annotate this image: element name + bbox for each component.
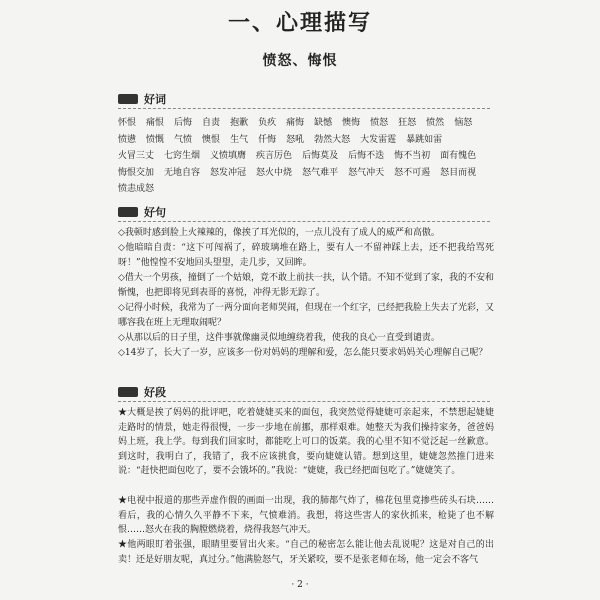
- word-item: 疾言厉色: [256, 151, 293, 161]
- word-item: 七窍生烟: [164, 151, 201, 161]
- section-divider: [118, 108, 490, 109]
- section-divider: [118, 401, 490, 402]
- words-section-label: 好词: [144, 93, 166, 106]
- sentence-item: ◇他暗暗自责：“这下可闯祸了，碎玻璃堆在路上，要有人一不留神踩上去，还不把我给骂死呀！”他惶惶不安地回头望望，走几步，又回眸。: [118, 243, 494, 268]
- sentences-section-header: [118, 205, 166, 219]
- section-marker-icon: [118, 387, 138, 397]
- word-item: 愤然: [426, 118, 445, 128]
- word-item: 恼怒: [454, 118, 473, 128]
- word-item: 面有愧色: [440, 151, 477, 161]
- word-item: 悔恨交加: [118, 167, 155, 178]
- sentence-item: ◇记得小时候，我常为了一两分面向老师哭闹，但现在一个红字，已经把我脸上失去了光彩，又哪容我在班上无理取闹呢？: [118, 303, 494, 328]
- section-marker-icon: [118, 207, 138, 217]
- word-item: 愤懑: [118, 134, 137, 145]
- section-marker-icon: [118, 94, 138, 104]
- sentence-item: ◇我顿时感到脸上火辣辣的，像挨了耳光似的，一点儿没有了成人的威严和高傲。: [118, 228, 440, 238]
- word-item: 怒气难平: [302, 167, 339, 178]
- sentence-item: ◇从那以后的日子里，这件事就像幽灵似地缠绕着我，使我的良心一直受到谴责。: [118, 333, 440, 343]
- word-item: 后悔莫及: [302, 151, 339, 161]
- words-section-header: [118, 92, 166, 106]
- word-item: 生气: [230, 134, 249, 145]
- word-list: [118, 115, 498, 198]
- paragraphs-section-label: 好段: [144, 386, 166, 399]
- word-item: 怒气冲天: [348, 167, 385, 178]
- paragraphs-section-header: [118, 385, 166, 399]
- word-item: 后悔: [174, 118, 193, 128]
- word-item: 勃然大怒: [314, 134, 351, 145]
- section-subtitle: 愤怒、悔恨: [262, 53, 338, 69]
- paragraph-item: ★大概是挨了妈妈的批评吧，吃着婕婕买来的面包，我突然觉得婕婕可亲起来，不禁想起婕婕走路时的情景，她走得很慢，一步一步地在前挪，那样艰难。她整天为我们操持家务，爸爸妈妈上班，我上学。每到我们回家时，都能吃上可口的饭菜。我的心里不知不觉泛起一丝歉意。到这时，我明白了，我错了，我不应该挑食，要向婕婕认错。想到这里，婕婕忽然推门进来说：“赶快把面包吃了，要不会饿坏的。”我说：“婕婕，我已经把面包吃了。”婕婕笑了。: [118, 408, 494, 476]
- word-item: 怒火中烧: [256, 167, 293, 178]
- word-item: 自责: [202, 118, 221, 128]
- word-item: 懊悔: [342, 118, 361, 128]
- word-item: 气愤: [174, 134, 193, 145]
- word-item: 抱歉: [230, 118, 249, 128]
- word-item: 怒发冲冠: [210, 167, 247, 178]
- word-item: 无地自容: [164, 167, 201, 178]
- section-divider: [118, 221, 490, 222]
- word-item: 痛悔: [286, 118, 305, 128]
- sentence-item: ◇借大一个男孩，撞倒了一个姑娘，竟不敢上前扶一扶，认个错。不知不觉到了家，我的不安和惭愧，也把即将见到表哥的喜悦，冲得无影无踪了。: [118, 273, 494, 298]
- page-title: 一、心理描写: [227, 10, 372, 36]
- word-item: 悔不当初: [394, 151, 431, 161]
- word-item: 痛恨: [146, 118, 165, 128]
- word-item: 愤怒: [370, 118, 389, 128]
- word-item: 愤恚成怒: [118, 184, 155, 194]
- word-item: 大发雷霆: [360, 134, 397, 145]
- paragraph-item: ★电视中报道的那些弄虚作假的画面一出现，我的肺都气炸了，棉花包里竟掺些砖头石块……看后，我的心情久久平静不下来，气愤难消。我想，将这些害人的家伙抓来，枪毙了也不解恨……怒火在我的胸膛燃烧着，烧得我怒气冲天。: [118, 496, 494, 535]
- word-item: 怀恨: [118, 118, 137, 128]
- word-item: 狂怒: [398, 118, 417, 128]
- page-number: · 2 ·: [291, 580, 309, 590]
- word-item: 怒不可遏: [394, 167, 431, 178]
- sentence-item: ◇14岁了，长大了一岁，应该多一份对妈妈的理解和爱，怎么能只要求妈妈关心理解自己呢？: [118, 348, 488, 358]
- word-item: 义愤填膺: [210, 151, 247, 161]
- sentences-section-label: 好句: [144, 206, 166, 219]
- word-item: 暴跳如雷: [406, 134, 443, 145]
- word-item: 愤慨: [146, 134, 165, 145]
- word-item: 懊恨: [202, 134, 221, 145]
- word-item: 缺憾: [314, 118, 333, 128]
- word-item: 后悔不迭: [348, 151, 385, 161]
- word-item: 怒吼: [286, 134, 305, 145]
- word-item: 怒目而视: [440, 167, 477, 178]
- word-item: 火冒三丈: [118, 151, 155, 161]
- word-item: 负疚: [258, 118, 277, 128]
- word-item: 仟悔: [258, 134, 277, 145]
- paragraph-item: ★他两眼盯着张强，眼睛里要冒出火来。“自己的秘密怎么能让他去乱说呢？这是对自己的出卖！还是好朋友呢，真过分。”他满脸怒气，牙关紧咬，要不是张老师在场，他一定会不客气: [118, 540, 494, 565]
